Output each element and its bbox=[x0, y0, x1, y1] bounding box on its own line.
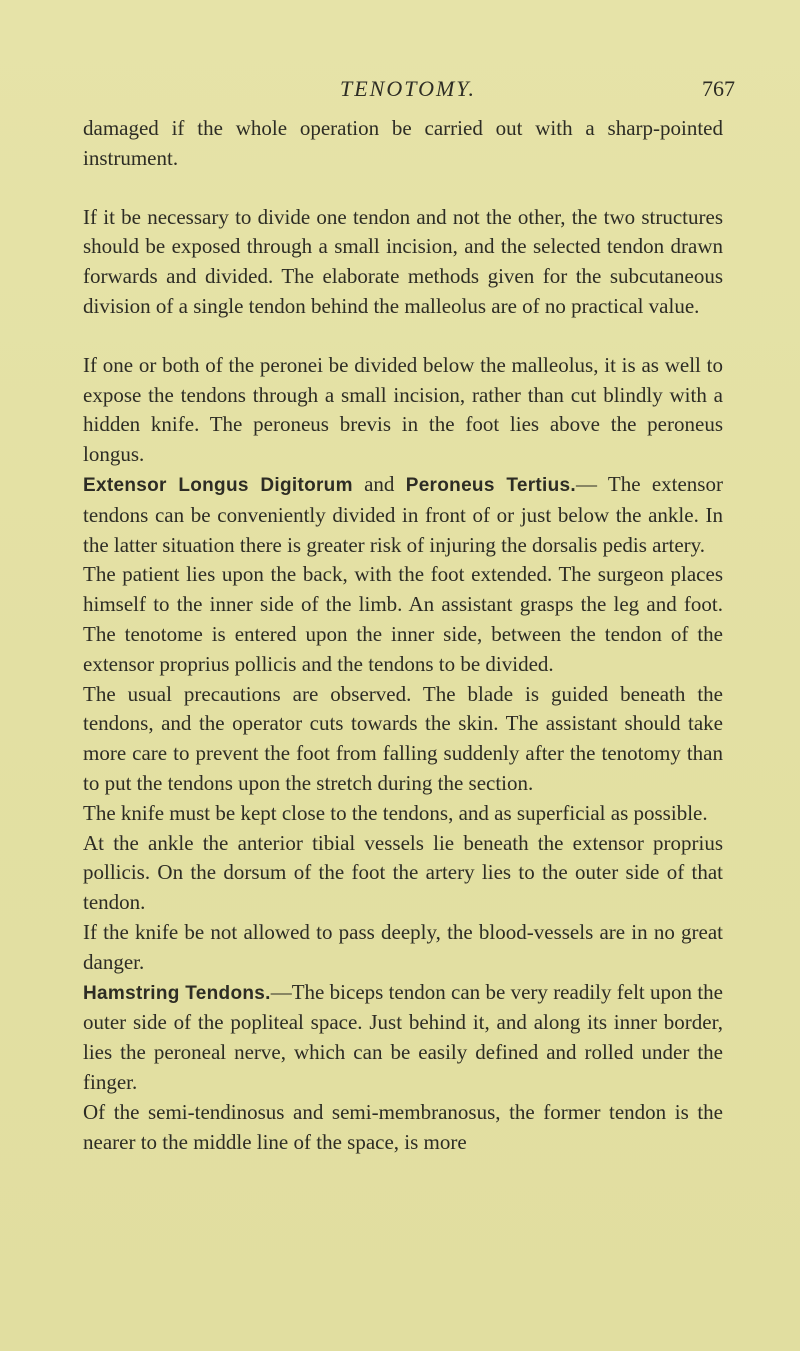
section-heading-join: and bbox=[352, 471, 406, 496]
paragraph-3-text: If one or both of the peronei be divided below the malleolus, it is as well to expose the tendons through a small incision, rather than cut blindly with a hidden knife. The peroneus brevis in the foot lies above the peroneus longus. bbox=[83, 352, 723, 467]
paragraph-8 bbox=[83, 829, 723, 918]
paragraph-6-text: The usual precautions are observed. The blade is guided beneath the tendons, and the operator cuts towards the skin. The assistant should take more care to prevent the foot from falling suddenly after the tenotomy than to put the tendons upon the stretch during the section. bbox=[83, 681, 723, 795]
section-heading-hamstring-tendons: Hamstring Tendons. bbox=[83, 982, 271, 1004]
paragraph-2 bbox=[83, 203, 723, 322]
paragraph-8-text: At the ankle the anterior tibial vessels lie beneath the extensor proprius pollicis. On the dorsum of the foot the artery lies to the outer side of that tendon. bbox=[83, 830, 723, 915]
paragraph-7 bbox=[83, 799, 723, 829]
paragraph-9 bbox=[83, 918, 723, 978]
page-number: 767 bbox=[702, 76, 735, 101]
section-heading-peroneus-tertius: Peroneus Tertius. bbox=[405, 474, 576, 496]
paragraph-4-text: — The extensor tendons can be conveniently divided in front of or just below the ankle. In the latter situation there is greater risk of injuring the dorsalis pedis artery. bbox=[83, 471, 723, 557]
section-heading-extensor-longus-digitorum: Extensor Longus Digitorum bbox=[83, 474, 353, 496]
paragraph-11-text: Of the semi-tendinosus and semi-membranosus, the former tendon is the nearer to the middle line of the space, is more bbox=[83, 1099, 723, 1154]
paragraph-10 bbox=[83, 978, 723, 1098]
paragraph-7-text: The knife must be kept close to the tendons, and as superficial as possible. bbox=[83, 800, 708, 825]
paragraph-6 bbox=[83, 680, 723, 799]
paragraph-3 bbox=[83, 351, 723, 470]
paragraph-2-text: If it be necessary to divide one tendon and not the other, the two structures should be exposed through a small incision, and the selected tendon drawn forwards and divided. The elaborate methods given for the subcutaneous division of a single tendon behind the malleolus are of no practical value. bbox=[83, 204, 723, 318]
body-text bbox=[83, 114, 723, 1157]
paragraph-9-text: If the knife be not allowed to pass deeply, the blood-vessels are in no great danger. bbox=[83, 919, 723, 974]
page-header bbox=[0, 76, 800, 106]
paragraph-1-text: damaged if the whole operation be carried out with a sharp-pointed instrument. bbox=[83, 116, 723, 170]
paragraph-1 bbox=[83, 114, 723, 174]
paragraph-5 bbox=[83, 560, 723, 679]
paragraph-4 bbox=[83, 470, 723, 560]
running-title: TENOTOMY. bbox=[340, 76, 477, 101]
paragraph-5-text: The patient lies upon the back, with the foot extended. The surgeon places himself to the inner side of the limb. An assistant grasps the leg and foot. The tenotome is entered upon the inner side, between the tendon of the extensor proprius pollicis and the tendons to be divided. bbox=[83, 562, 723, 676]
paragraph-11 bbox=[83, 1098, 723, 1158]
paragraph-10-text: —The biceps tendon can be very readily felt upon the outer side of the popliteal space. Just behind it, and along its inner border, lies the peroneal nerve, which can be easily defined and rolled under the finger. bbox=[83, 979, 724, 1094]
